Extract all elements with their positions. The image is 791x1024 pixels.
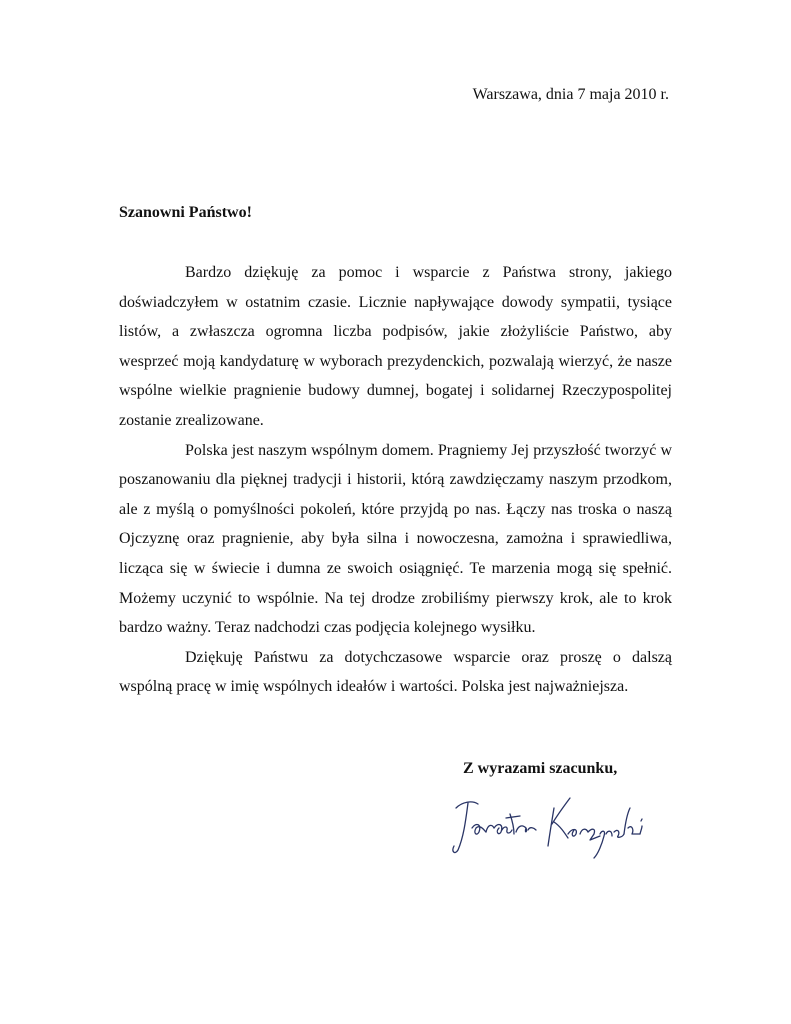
paragraph-2: Polska jest naszym wspólnym domem. Pragniemy Jej przyszłość tworzyć w poszanowaniu dla pięknej tradycji i historii, którą zawdzięczamy naszym przodkom, ale z myślą o pomyślności pokoleń, które przyjdą po nas. Łączy nas troska o naszą Ojczyznę oraz pragnienie, aby była silna i nowoczesna, zamożna i sprawiedliwa, licząca się w świecie i dumna ze swoich osiągnięć. Te marzenia mogą się spełnić. Możemy uczynić to wspólnie. Na tej drodze zrobiliśmy pierwszy krok, ale to krok bardzo ważny. Teraz nadchodzi czas podjęcia kolejnego wysiłku. (119, 441, 672, 637)
date-line: Warszawa, dnia 7 maja 2010 r. (472, 86, 669, 103)
paragraph-1: Bardzo dziękuję za pomoc i wsparcie z Państwa strony, jakiego doświadczyłem w ostatnim czasie. Licznie napływające dowody sympatii, tysiące listów, a zwłaszcza ogromna liczba podpisów, jakie złożyliście Państwo, aby wesprzeć moją kandydaturę w wyborach prezydenckich, pozwalają wierzyć, że nasze wspólne wielkie pragnienie budowy dumnej, bogatej i solidarnej Rzeczypospolitej zostanie zrealizowane. (119, 264, 672, 429)
handwritten-signature (446, 788, 646, 862)
closing-phrase: Z wyrazami szacunku, (463, 760, 618, 777)
letter-body (119, 258, 672, 702)
paragraph-3: Dziękuję Państwu za dotychczasowe wsparcie oraz proszę o dalszą wspólną pracę w imię wspólnych ideałów i wartości. Polska jest najważniejsza. (119, 648, 672, 696)
salutation: Szanowni Państwo! (119, 204, 252, 221)
